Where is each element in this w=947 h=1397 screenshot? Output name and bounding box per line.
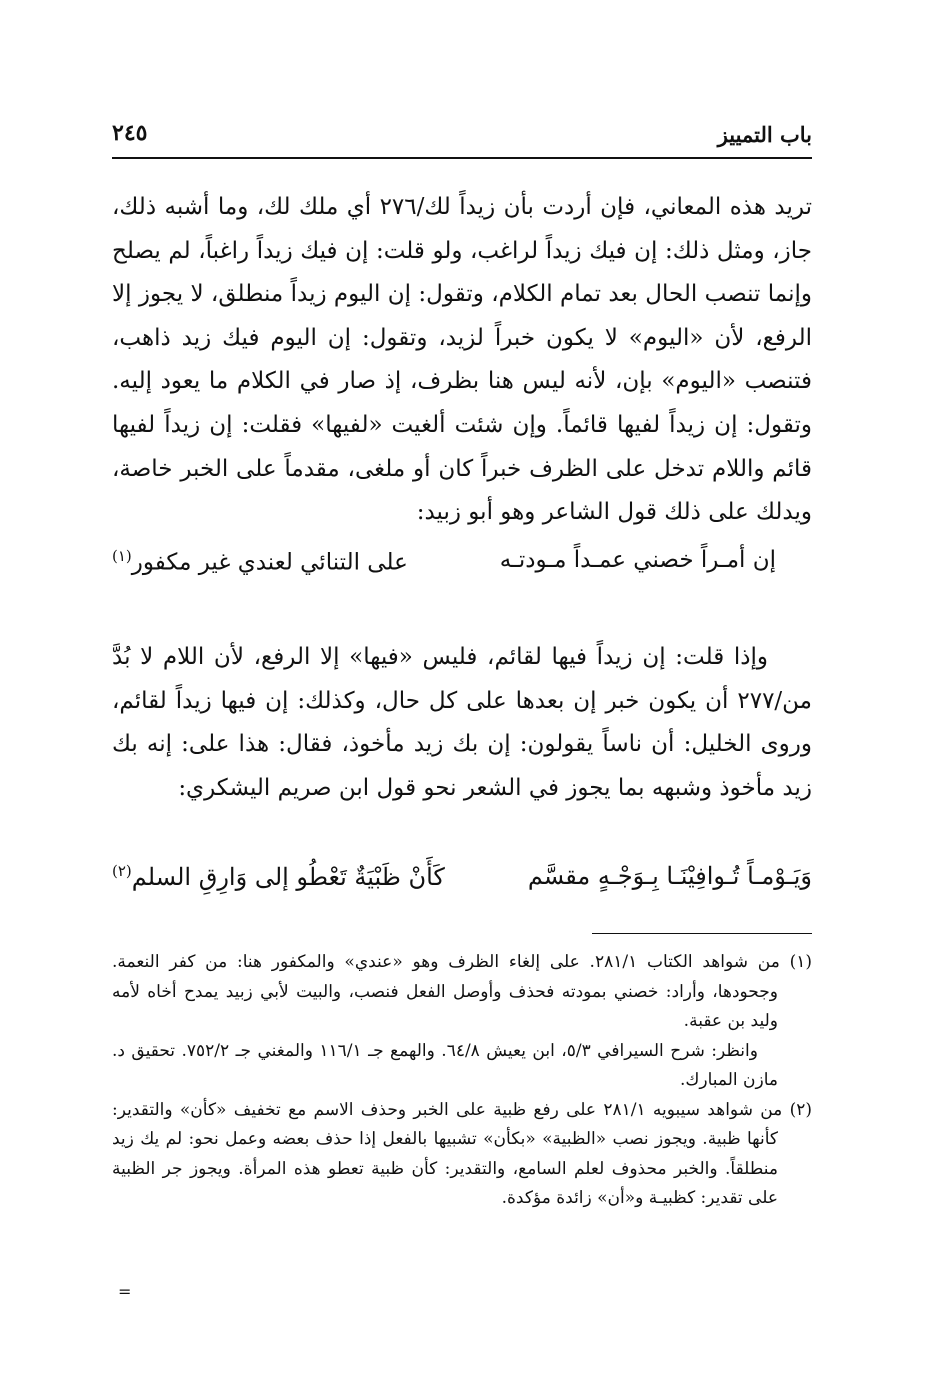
footnote-divider <box>592 933 812 934</box>
footnote-1: (١) من شواهد الكتاب ٢٨١/١. على إلغاء الظرف وهو «عندي» والمكفور هنا: من كفر النعمة. وجحودها، وأراد: خصني بمودته فحذف وأوصل الفعل فنصب، والبيت لأبي زبيد يمدح أخاه لأمه وليد بن عقبة. <box>112 952 812 1031</box>
footnotes <box>112 948 812 1214</box>
main-text-2 <box>112 636 812 810</box>
paragraph-1: تريد هذه المعاني، فإن أردت بأن زيداً لك/٢٧٦ أي ملك لك، وما أشبه ذلك، جاز، ومثل ذلك: إن فيك زيداً لراغب، ولو قلت: إن فيك زيداً راغباً، لم يصلح وإنما تنصب الحال بعد تمام الكلام، وتقول: إن اليوم زيداً منطلق، لا يجوز إلا الرفع، لأن «اليوم» لا يكون خبراً لزيد، وتقول: إن اليوم فيك زيد ذاهب، فتنصب «اليوم» بإن، لأنه ليس هنا بظرف، إذ صار في الكلام ما يعود إليه. وتقول: إن زيداً لفيها قائماً. وإن شئت ألغيت «لفيها» فقلت: إن زيداً لفيها قائم واللام تدخل على الظرف خبراً كان أو ملغى، مقدماً على الخبر خاصة، ويدلك على ذلك قول الشاعر وهو أبو زبيد: <box>112 194 812 526</box>
page-header <box>112 118 812 158</box>
verse-2-second-hemistich <box>112 862 445 891</box>
main-text <box>112 186 812 581</box>
verse-2 <box>112 862 812 908</box>
continuation-mark: = <box>118 1282 132 1301</box>
footnote-2: (٢) من شواهد سيبويه ٢٨١/١ على رفع ظبية على الخبر وحذف الاسم مع تخفيف «كأن» والتقدير: كأنها ظبية. ويجوز نصب «الظبية» «بكأن» تشبيها بالفعل إذا حذف بعضه وعمل نحو: لم يك زيد منطلقاً. والخبر محذوف لعلم السامع، والتقدير: كأن ظبية تعطو هذه المرأة. ويجوز جر الظبية على تقدير: كظبيـة و«أن» زائدة مؤكدة. <box>112 1099 812 1208</box>
chapter-title: باب التمييز <box>717 122 812 147</box>
footnote-1-references: وانظر: شرح السيرافي ٥/٣، ابن يعيش ٦٤/٨. والهمع جـ ١١٦/١ والمغني جـ ٧٥٢/٢. تحقيق د. مازن المبارك. <box>112 1040 778 1090</box>
verse-1-first-hemistich: إن أمـراً خصني عمـداً مـودتـه <box>499 546 776 573</box>
footnote-ref-2: (٢) <box>112 862 132 880</box>
verse-2-first-hemistich: وَيَـوْمـاً تُـوافِيْنَـا بِـوَجْـهٍ مقسَّم <box>527 862 812 890</box>
verse-1-second-hemistich <box>112 535 408 585</box>
footnote-ref-1: (١) <box>112 546 132 565</box>
page-number: ٢٤٥ <box>112 120 148 146</box>
header-divider <box>112 157 812 159</box>
verse-1 <box>112 535 812 581</box>
verse-1-second-hemistich-text: على التنائي لعندي غير مكفور <box>131 549 408 576</box>
verse-2-second-hemistich-text: كَأَنْ ظَبْيَةٌ تَعْطُو إلى وَارِقِ السلم <box>131 863 445 891</box>
paragraph-2: وإذا قلت: إن زيداً فيها لقائم، فليس «فيها» إلا الرفع، لأن اللام لا بُدَّ من/٢٧٧ أن يكون خبر إن بعدها على كل حال، وكذلك: إن فيها زيداً لقائم، وروى الخليل: أن ناساً يقولون: إن بك زيد مأخوذ، فقال: هذا على: إنه بك زيد مأخوذ وشبهه بما يجوز في الشعر نحو قول ابن صريم اليشكري: <box>112 644 812 801</box>
